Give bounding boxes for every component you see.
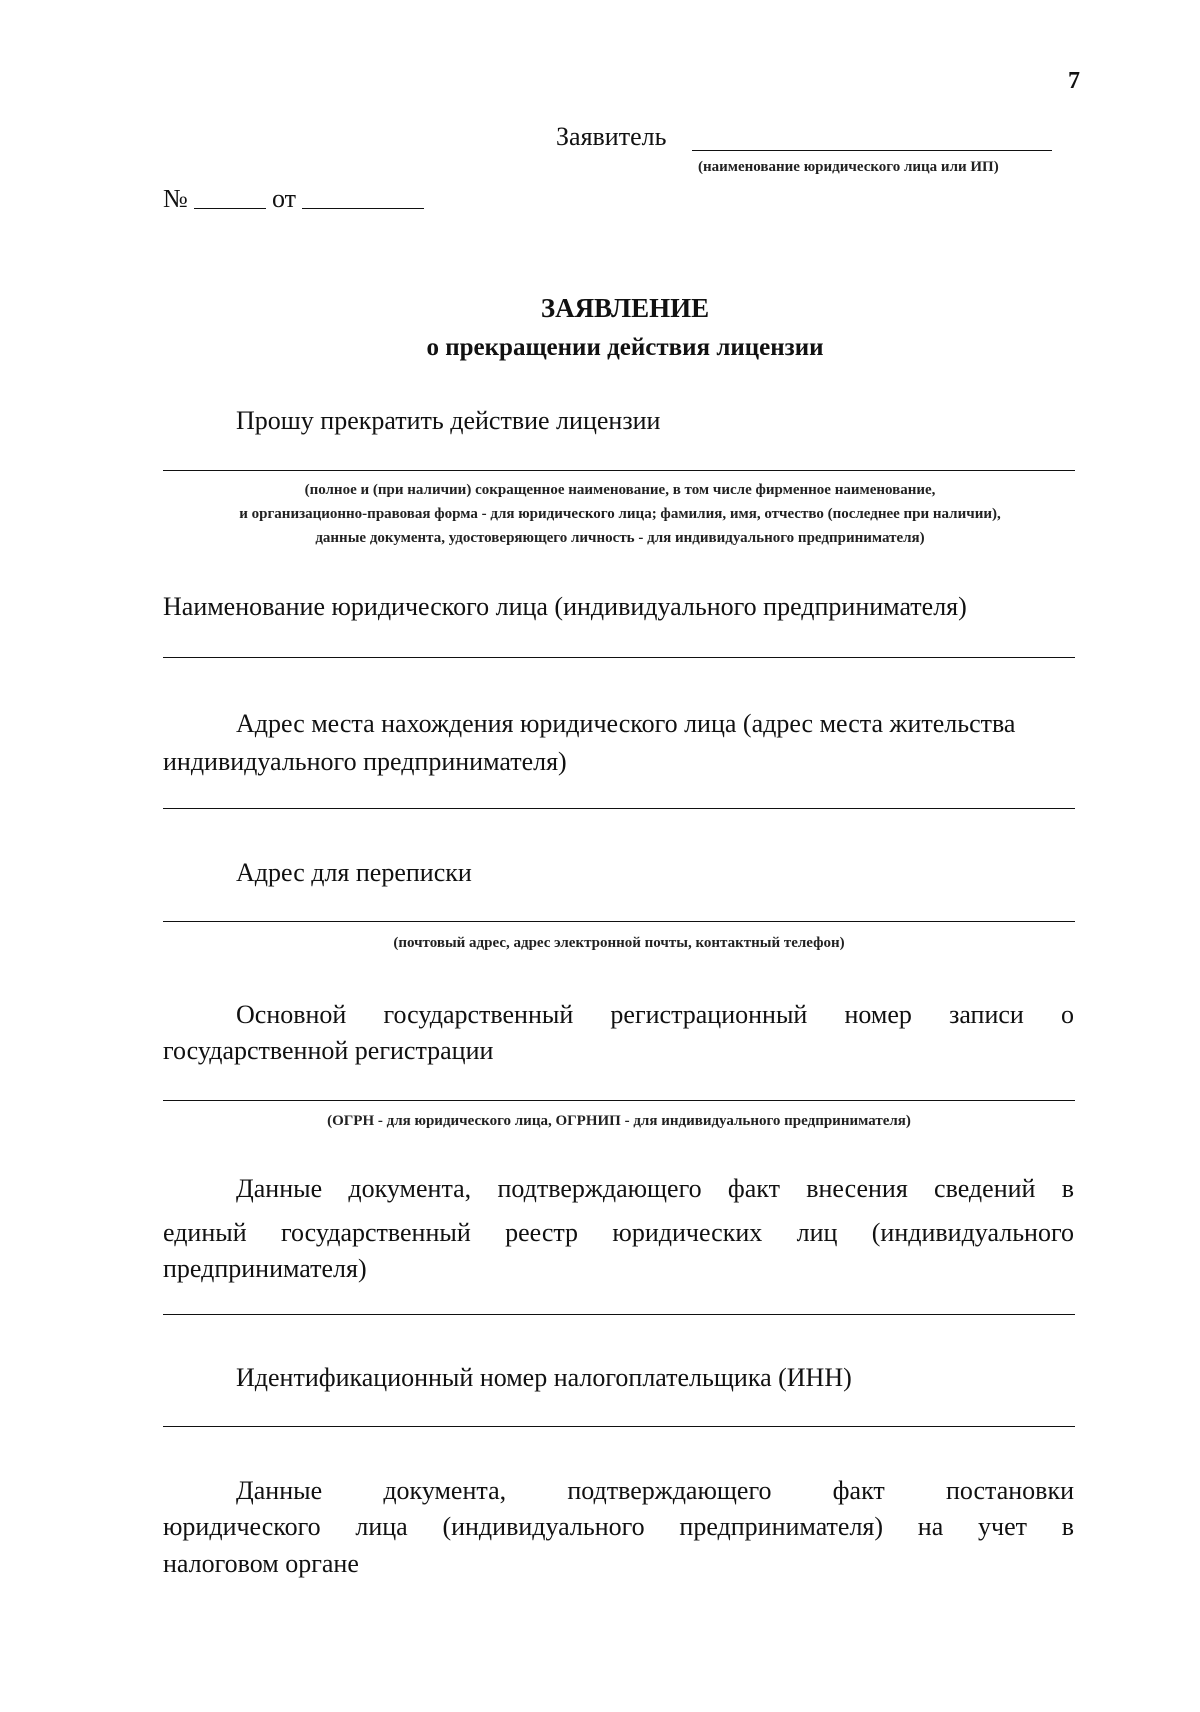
- name-field-line[interactable]: [163, 657, 1075, 658]
- page-number: 7: [1068, 68, 1080, 94]
- tax-registration-label-line-2: юридического лица (индивидуального предпринимателя) на учет в: [163, 1512, 1074, 1541]
- inn-field-line[interactable]: [163, 1426, 1075, 1427]
- ogrn-caption: (ОГРН - для юридического лица, ОГРНИП - для индивидуального предпринимателя): [327, 1113, 911, 1129]
- tax-registration-label-line-3: налоговом органе: [163, 1549, 359, 1578]
- name-label: Наименование юридического лица (индивидуального предпринимателя): [163, 592, 967, 621]
- request-field-line[interactable]: [163, 470, 1075, 471]
- number-sign: №: [163, 184, 188, 213]
- address-label-line-1: Адрес места нахождения юридического лица (адрес места жительства: [236, 709, 1016, 738]
- address-label-line-2: индивидуального предпринимателя): [163, 747, 567, 776]
- request-caption-line-3: данные документа, удостоверяющего личность - для индивидуального предпринимателя): [315, 530, 925, 546]
- mail-address-label: Адрес для переписки: [236, 858, 472, 887]
- request-label: Прошу прекратить действие лицензии: [236, 406, 661, 435]
- date-field-line[interactable]: [302, 208, 424, 209]
- document-title: ЗАЯВЛЕНИЕ: [540, 293, 710, 323]
- applicant-label: Заявитель: [556, 122, 667, 151]
- ogrn-label-line-1: Основной государственный регистрационный номер записи о: [236, 1000, 1074, 1029]
- egrul-label-line-2: единый государственный реестр юридических лиц (индивидуального: [163, 1218, 1074, 1247]
- address-field-line[interactable]: [163, 808, 1075, 809]
- date-label: от: [272, 184, 297, 213]
- egrul-field-line[interactable]: [163, 1314, 1075, 1315]
- egrul-label-line-3: предпринимателя): [163, 1254, 367, 1283]
- request-caption-line-1: (полное и (при наличии) сокращенное наименование, в том числе фирменное наименование,: [304, 482, 936, 498]
- applicant-field-line[interactable]: [692, 150, 1052, 151]
- tax-registration-label-line-1: Данные документа, подтверждающего факт постановки: [236, 1476, 1074, 1505]
- applicant-caption: (наименование юридического лица или ИП): [698, 159, 999, 175]
- egrul-label-line-1: Данные документа, подтверждающего факт внесения сведений в: [236, 1174, 1074, 1203]
- ogrn-field-line[interactable]: [163, 1100, 1075, 1101]
- document-subtitle: о прекращении действия лицензии: [426, 334, 824, 361]
- mail-address-caption: (почтовый адрес, адрес электронной почты, контактный телефон): [393, 935, 845, 951]
- request-caption-line-2: и организационно-правовая форма - для юридического лица; фамилия, имя, отчество (последнее при наличии),: [239, 506, 1001, 522]
- mail-address-field-line[interactable]: [163, 921, 1075, 922]
- ogrn-label-line-2: государственной регистрации: [163, 1036, 494, 1065]
- inn-label: Идентификационный номер налогоплательщика (ИНН): [236, 1363, 852, 1392]
- number-field-line[interactable]: [194, 208, 266, 209]
